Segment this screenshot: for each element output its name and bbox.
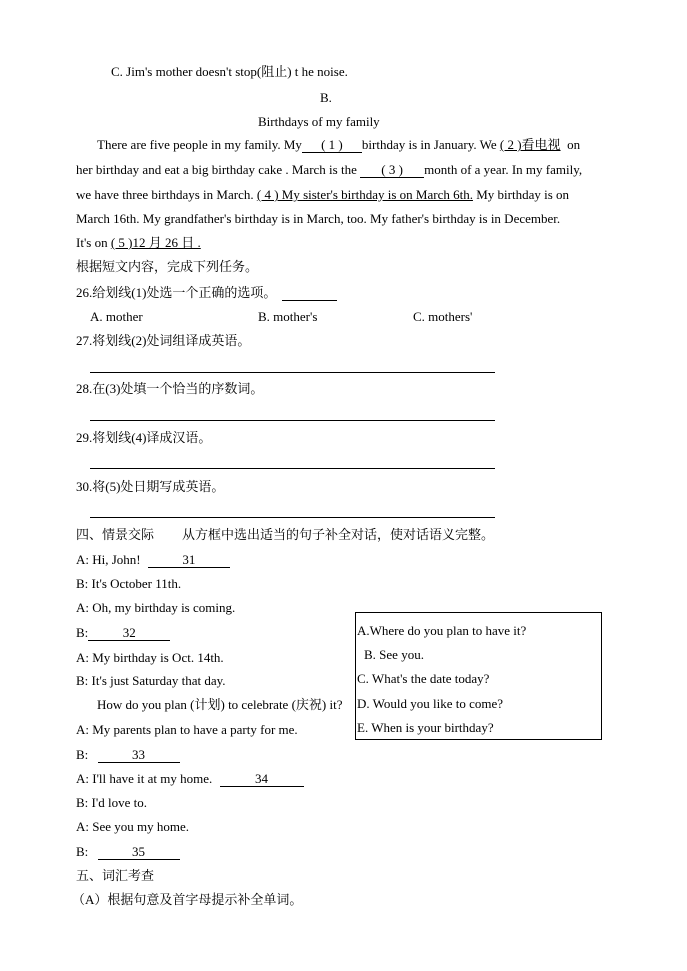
dialog-line-6: B: It's just Saturday that day. [76,673,226,688]
blank-1: ( 1 ) [302,138,362,153]
passage-text: birthday is in January. We [361,137,497,152]
dialog-text: A: I'll have it at my home. [76,771,213,786]
option-a: A.Where do you plan to have it? [357,623,527,638]
passage-title: Birthdays of my family [258,114,380,129]
section-5a-instruction: （A）根据句意及首字母提示补全单词。 [72,892,303,907]
q26-option-a: A. mother [90,309,143,324]
passage-text: her birthday and eat a big birthday cake . March is the [76,162,357,177]
prev-item-c: C. Jim's mother doesn't stop(阻止) t he noise. [111,64,348,79]
option-b: B. See you. [364,647,424,662]
section-5-heading: 五、词汇考查 [76,868,155,883]
dialog-text: B: [76,625,89,640]
section-heading-text: 四、情景交际 [76,527,155,542]
question-26 [76,285,337,301]
section-4-heading [76,527,494,543]
q26-option-c: C. mothers' [413,309,473,324]
answer-line-30[interactable] [90,517,495,518]
option-e: E. When is your birthday? [357,720,494,735]
dialog-line-13 [76,844,180,860]
passage-text: we have three birthdays in March. [76,187,254,202]
answer-line-26[interactable] [282,286,337,301]
options-box [355,612,602,740]
dialog-line-1 [76,552,230,568]
passage-line-2 [76,162,582,178]
question-29: 29.将划线(4)译成汉语。 [76,430,212,445]
dialog-line-5: A: My birthday is Oct. 14th. [76,650,224,665]
question-text: 26.给划线(1)处选一个正确的选项。 [76,285,277,300]
dialog-line-4 [76,625,170,641]
task-instruction: 根据短文内容，完成下列任务。 [76,259,259,274]
question-30: 30.将(5)处日期写成英语。 [76,479,225,494]
passage-line-4: March 16th. My grandfather's birthday is in March, too. My father's birthday is in December. [76,211,561,226]
q26-option-b: B. mother's [258,309,318,324]
question-28: 28.在(3)处填一个恰当的序数词。 [76,381,264,396]
dialog-text: B: [76,747,89,762]
blank-32[interactable]: 32 [88,626,170,641]
passage-text: My birthday is on [476,187,570,202]
dialog-text: B: [76,844,89,859]
underline-2: ( 2 )看电视 [499,137,561,152]
blank-35[interactable]: 35 [98,845,180,860]
dialog-text: A: Hi, John! [76,552,141,567]
question-27: 27.将划线(2)处词组译成英语。 [76,333,251,348]
dialog-line-7: How do you plan (计划) to celebrate (庆祝) it? [97,697,343,712]
passage-text: month of a year. In my family, [424,162,583,177]
dialog-line-11: B: I'd love to. [76,795,147,810]
dialog-line-10 [76,771,304,787]
dialog-line-9 [76,747,180,763]
option-d: D. Would you like to come? [357,696,504,711]
passage-line-3 [76,187,569,203]
underline-4: ( 4 ) My sister's birthday is on March 6th. [256,187,473,202]
passage-text: There are five people in my family. My [97,137,302,152]
blank-31[interactable]: 31 [148,553,230,568]
answer-line-27[interactable] [90,372,495,373]
option-c: C. What's the date today? [357,671,490,686]
answer-line-28[interactable] [90,420,495,421]
blank-3: ( 3 ) [360,163,424,178]
blank-33[interactable]: 33 [98,748,180,763]
section-instruction: 从方框中选出适当的句子补全对话，使对话语义完整。 [182,527,495,542]
dialog-line-2: B: It's October 11th. [76,576,182,591]
dialog-line-8: A: My parents plan to have a party for me. [76,722,298,737]
dialog-line-12: A: See you my home. [76,819,190,834]
dialog-line-3: A: Oh, my birthday is coming. [76,600,236,615]
passage-text: It's on [76,235,108,250]
answer-line-29[interactable] [90,468,495,469]
passage-text: on [567,137,581,152]
passage-line-1 [97,137,580,153]
section-b-label: B. [320,90,332,105]
passage-line-5 [76,235,201,251]
underline-5: ( 5 )12 月 26 日 . [110,235,201,250]
blank-34[interactable]: 34 [220,772,304,787]
